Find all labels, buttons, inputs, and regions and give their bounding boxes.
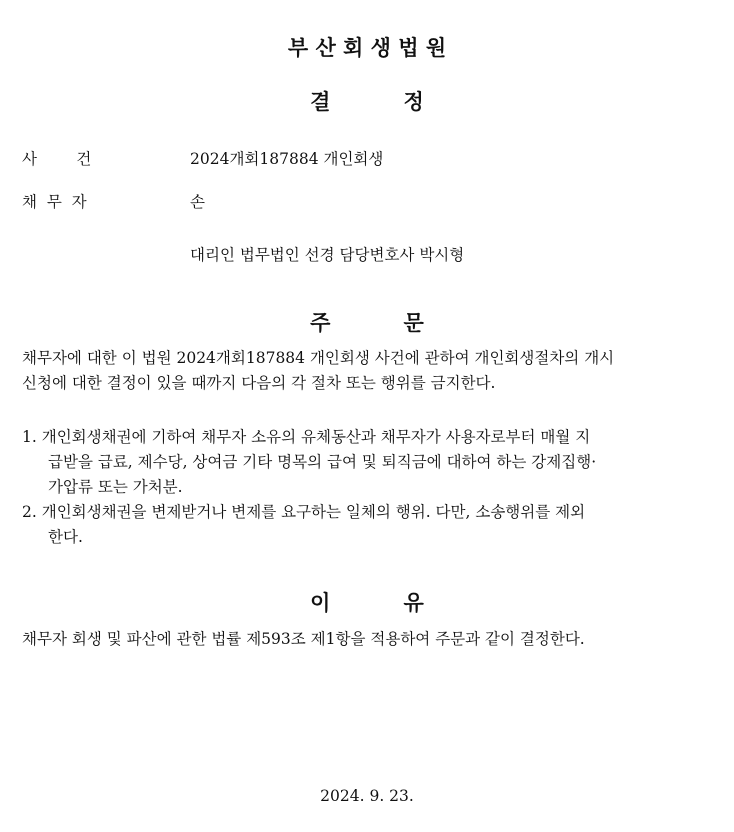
agent-row: 대리인 법무법인 선경 담당변호사 박시형	[190, 246, 465, 264]
ruling-intro-line: 채무자에 대한 이 법원 2024개회187884 개인회생 사건에 관하여 개인회생절차의 개시	[22, 349, 615, 367]
ruling-item-2-line: 2. 개인회생채권을 변제받거나 변제를 요구하는 일체의 행위. 다만, 소송행위를 제외	[22, 503, 586, 521]
debtor-row	[22, 190, 205, 212]
case-label: 사 건	[22, 150, 92, 168]
document-type-title: 결 정	[310, 90, 424, 114]
case-row	[22, 147, 383, 169]
ruling-item-2-line: 한다.	[48, 528, 83, 546]
court-name: 부 산 회 생 법 원	[287, 36, 447, 60]
ruling-intro-line: 신청에 대한 결정이 있을 때까지 다음의 각 절차 또는 행위를 금지한다.	[22, 374, 496, 392]
decision-date: 2024. 9. 23.	[320, 787, 414, 805]
reason-text: 채무자 회생 및 파산에 관한 법률 제593조 제1항을 적용하여 주문과 같이 결정한다.	[22, 630, 585, 648]
ruling-item-1-line: 급받을 급료, 제수당, 상여금 기타 명목의 급여 및 퇴직금에 대하여 하는 강제집행·	[48, 453, 597, 471]
ruling-item-1-line: 가압류 또는 가처분.	[48, 478, 183, 496]
debtor-name: 손	[190, 193, 205, 211]
ruling-intro	[22, 346, 734, 396]
ruling-heading: 주 문	[310, 311, 424, 335]
ruling-items	[22, 425, 734, 550]
debtor-label: 채 무 자	[22, 193, 87, 211]
case-number: 2024개회187884 개인회생	[190, 150, 384, 168]
reason-heading: 이 유	[310, 591, 424, 615]
ruling-item-1-line: 1. 개인회생채권에 기하여 채무자 소유의 유체동산과 채무자가 사용자로부터 매월 지	[22, 428, 591, 446]
